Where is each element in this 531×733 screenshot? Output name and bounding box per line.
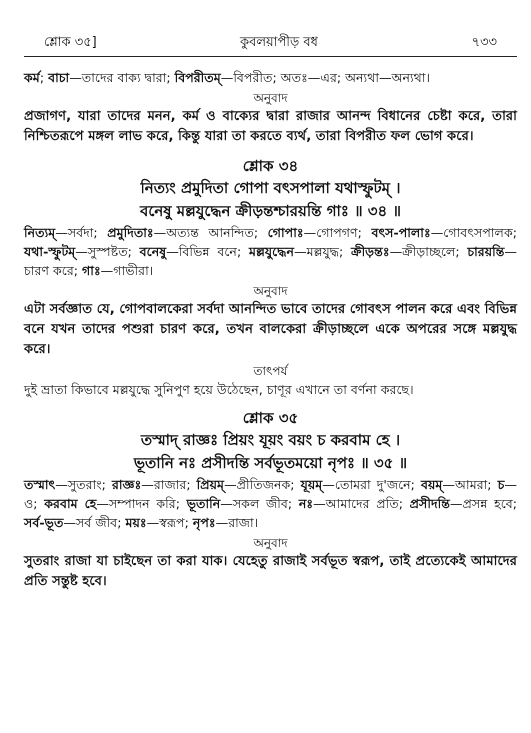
synonym-word: নঃ bbox=[298, 496, 314, 511]
synonym-word: ভূতানি bbox=[186, 496, 221, 511]
synonym-word: প্রিয়ম্ bbox=[196, 477, 225, 492]
running-head-chapter: কুবলয়াপীড় বধ bbox=[240, 35, 318, 50]
synonym-meaning: —তোমরা দু'জনে; bbox=[322, 477, 421, 492]
synonym-meaning: ; bbox=[39, 70, 49, 85]
synonym-meaning: —সুতরাং; bbox=[55, 477, 112, 492]
synonym-meaning: —সর্ব জীব; bbox=[63, 515, 126, 530]
synonym-meaning: —প্রসন্ন হবে; bbox=[449, 496, 518, 511]
purport-label: তাৎপর্য bbox=[253, 364, 288, 378]
synonym-word: কর্ম bbox=[24, 70, 40, 85]
synonym-meaning: —বিভিন্ন বনে; bbox=[166, 244, 249, 259]
synonym-word: বৎস-পালাঃ bbox=[371, 225, 431, 240]
synonym-meaning: —রাজা। bbox=[215, 515, 259, 530]
page-body bbox=[24, 68, 517, 592]
synonym-meaning: —গোপগণ; bbox=[303, 225, 372, 240]
verse-heading-34: শ্লোক ৩৪ bbox=[242, 157, 299, 175]
translation-label: অনুবাদ bbox=[253, 536, 288, 550]
translation-34: এটা সর্বজ্ঞাত যে, গোপবালকেরা সর্বদা আনন্দিত ভাবে তাদের গোবৎস পালন করে এবং বিভিন্ন বনে যখন তাদের পশুরা চারণ করে, তখন বালকেরা ক্রীড়াচ্ছলে একে অপরের সঙ্গে মল্লযুদ্ধ করে। bbox=[24, 302, 517, 357]
synonym-word: যথা-স্ফুটম্ bbox=[24, 244, 76, 259]
synonym-meaning: —চারণ করে; bbox=[24, 244, 517, 278]
synonym-meaning: —প্রীতিজনক; bbox=[224, 477, 301, 492]
synonyms-34 bbox=[24, 223, 517, 280]
synonym-word: সর্ব-ভূত bbox=[24, 515, 64, 530]
synonym-word: চ bbox=[497, 477, 505, 492]
purport-34: দুই ভ্রাতা কিভাবে মল্লযুদ্ধে সুনিপুণ হয়ে উঠেছেন, চাণূর এখানে তা বর্ণনা করছে। bbox=[24, 382, 414, 397]
verse-35-line-1: তস্মাদ্ রাজ্ঞঃ প্রিয়ং যূয়ং বয়ং চ করবাম হে । bbox=[140, 431, 401, 449]
synonym-meaning: —সকল জীব; bbox=[220, 496, 299, 511]
synonym-word: বয়ম্ bbox=[421, 477, 443, 492]
page-header bbox=[18, 0, 517, 48]
synonym-meaning: —গাভীরা। bbox=[100, 263, 154, 278]
synonym-meaning: —বিপরীত; অতঃ—এর; অন্যথা—অন্যথা। bbox=[220, 70, 430, 85]
synonym-word: গাঃ bbox=[82, 263, 101, 278]
synonym-meaning: —গোবৎসপালক; bbox=[430, 225, 517, 240]
translation-label: অনুবাদ bbox=[253, 91, 288, 105]
synonym-word: যূয়ম্ bbox=[300, 477, 323, 492]
synonyms-33 bbox=[24, 68, 517, 87]
synonym-word: বিপরীতম্ bbox=[174, 70, 221, 85]
synonym-word: গোপাঃ bbox=[267, 225, 304, 240]
synonym-meaning: —আমাদের প্রতি; bbox=[313, 496, 410, 511]
verse-heading-35: শ্লোক ৩৫ bbox=[242, 409, 299, 427]
synonym-word: ময়ঃ bbox=[125, 515, 147, 530]
synonym-word: বাচা bbox=[48, 70, 70, 85]
translation-label: অনুবাদ bbox=[253, 284, 288, 298]
synonym-meaning: —অত্যন্ত আনন্দিত; bbox=[153, 225, 268, 240]
synonym-word: প্রমুদিতাঃ bbox=[107, 225, 154, 240]
synonym-word: নৃপঃ bbox=[192, 515, 216, 530]
verse-34-line-2: বনেষু মল্লযুদ্ধেন ক্রীড়ন্তশ্চারয়ন্তি গাঃ ॥ ৩৪ ॥ bbox=[139, 202, 402, 220]
verse-35-line-2: ভূতানি নঃ প্রসীদন্তি সর্বভূতময়ো নৃপঃ ॥ ৩৫ ॥ bbox=[133, 454, 408, 472]
header-rule bbox=[24, 56, 517, 57]
synonym-meaning: —রাজার; bbox=[141, 477, 197, 492]
synonym-word: চারয়ন্তি bbox=[467, 244, 505, 259]
synonym-meaning: —আমরা; bbox=[442, 477, 498, 492]
synonym-word: ক্রীড়ন্তঃ bbox=[351, 244, 390, 259]
synonym-word: বনেষু bbox=[139, 244, 167, 259]
page-number: ৭৩৩ bbox=[471, 35, 497, 50]
translation-33: প্রজাগণ, যারা তাদের মনন, কর্ম ও বাক্যের দ্বারা রাজার আনন্দ বিধানের চেষ্টা করে, তারা নিশ্চিতরূপে মঙ্গল লাভ করে, কিন্তু যারা তা করতে ব্যর্থ, তারা বিপরীত ফল ভোগ করে। bbox=[24, 109, 517, 144]
synonym-word: রাজ্ঞঃ bbox=[111, 477, 142, 492]
synonym-word: তস্মাৎ bbox=[24, 477, 56, 492]
synonym-meaning: —স্বরূপ; bbox=[146, 515, 193, 530]
synonym-meaning: —ও; bbox=[24, 477, 517, 511]
synonym-word: প্রসীদন্তি bbox=[409, 496, 450, 511]
synonym-word: নিত্যম্ bbox=[24, 225, 56, 240]
running-head-verse: শ্লোক ৩৫] bbox=[44, 35, 97, 50]
synonym-meaning: —ক্রীড়াচ্ছলে; bbox=[389, 244, 468, 259]
synonyms-35 bbox=[24, 475, 517, 532]
synonym-meaning: —সর্বদা; bbox=[55, 225, 108, 240]
synonym-word: মল্লযুদ্ধেন bbox=[248, 244, 294, 259]
translation-35: সুতরাং রাজা যা চাইছেন তা করা যাক। যেহেতু রাজাই সর্বভূত স্বরূপ, তাই প্রত্যেকেই আমাদের প্রতি সন্তুষ্ট হবে। bbox=[24, 554, 517, 589]
synonym-meaning: —সম্পাদন করি; bbox=[96, 496, 187, 511]
synonym-word: করবাম হে bbox=[44, 496, 97, 511]
verse-34-line-1: নিত্যং প্রমুদিতা গোপা বৎসপালা যথাস্ফুটম্ । bbox=[140, 179, 401, 197]
synonym-meaning: —তাদের বাক্য দ্বারা; bbox=[69, 70, 175, 85]
synonym-meaning: —মল্লযুদ্ধ; bbox=[293, 244, 352, 259]
synonym-meaning: —সুস্পষ্টত; bbox=[75, 244, 140, 259]
